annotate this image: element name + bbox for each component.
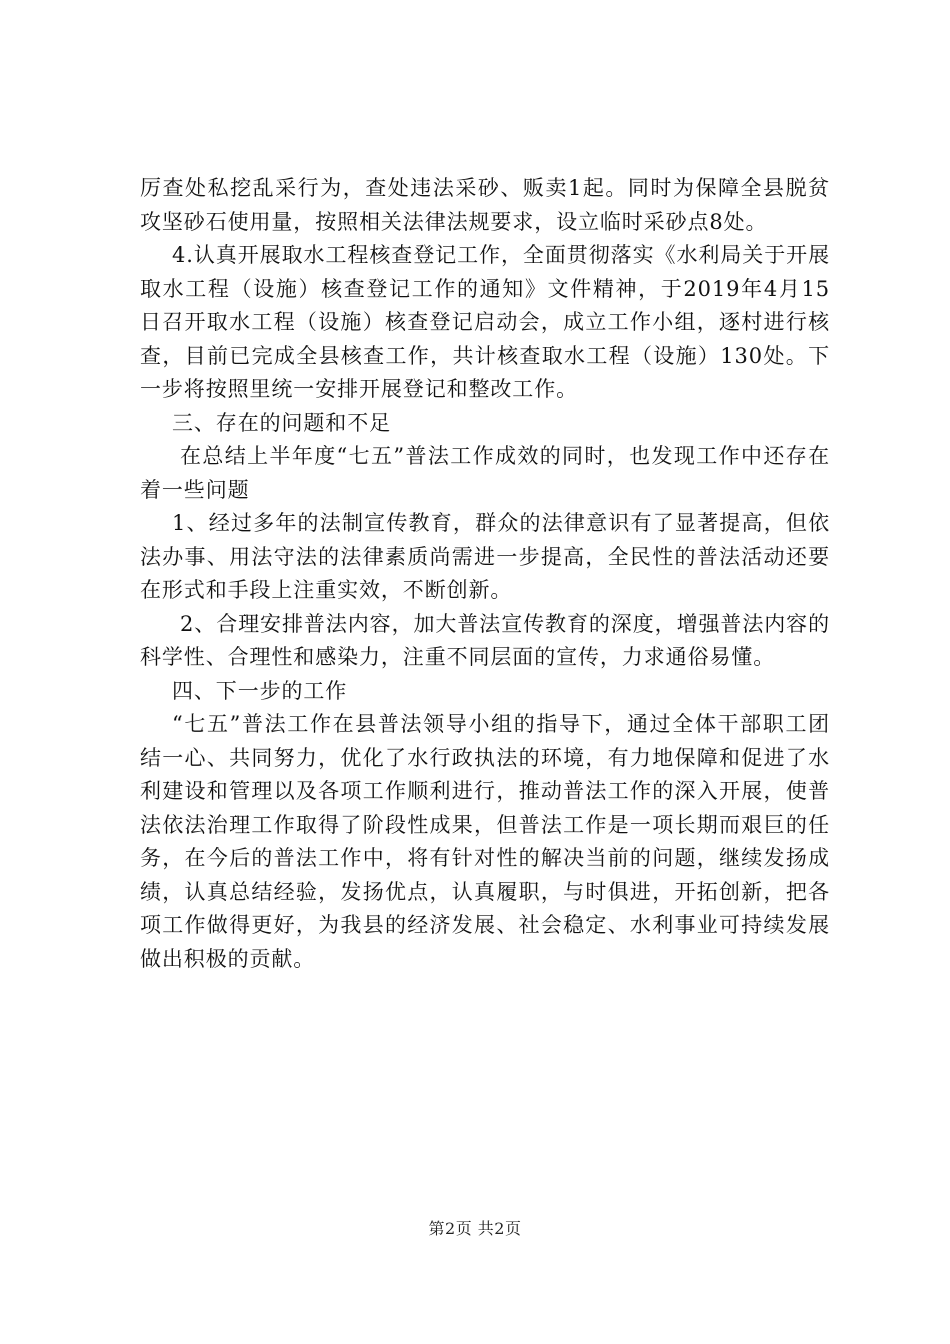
section-heading-next-steps: 四、下一步的工作 — [172, 678, 348, 703]
document-body — [140, 172, 830, 976]
section-heading-issues: 三、存在的问题和不足 — [172, 410, 391, 435]
page-footer: 第2页 共2页 — [428, 1219, 522, 1238]
paragraph-next-steps: “七五”普法工作在县普法领导小组的指导下，通过全体干部职工团结一心、共同努力，优化了水行政执法的环境，有力地保障和促进了水利建设和管理以及各项工作顺利进行，推动普法工作的深入开展，使普法依法治理工作取得了阶段性成果，但普法工作是一项长期而艰巨的任务，在今后的普法工作中，将有针对性的解决当前的问题，继续发扬成绩，认真总结经验，发扬优点，认真履职，与时俱进，开拓创新，把各项工作做得更好，为我县的经济发展、社会稳定、水利事业可持续发展做出积极的贡献。 — [140, 712, 830, 971]
paragraph-issue-1: 1、经过多年的法制宣传教育，群众的法律意识有了显著提高，但依法办事、用法守法的法律素质尚需进一步提高，全民性的普法活动还要在形式和手段上注重实效，不断创新。 — [140, 511, 830, 602]
paragraph-issue-2: 2、合理安排普法内容，加大普法宣传教育的深度，增强普法内容的科学性、合理性和感染力，注重不同层面的宣传，力求通俗易懂。 — [140, 611, 830, 669]
paragraph-issues-intro: 在总结上半年度“七五”普法工作成效的同时，也发现工作中还存在着一些问题 — [140, 444, 830, 502]
paragraph-item-4: 4.认真开展取水工程核查登记工作，全面贯彻落实《水利局关于开展取水工程（设施）核查登记工作的通知》文件精神，于2019年4月15日召开取水工程（设施）核查登记启动会，成立工作小组，逐村进行核查，目前已完成全县核查工作，共计核查取水工程（设施）130处。下一步将按照里统一安排开展登记和整改工作。 — [140, 243, 830, 401]
paragraph-continued: 厉查处私挖乱采行为，查处违法采砂、贩卖1起。同时为保障全县脱贫攻坚砂石使用量，按照相关法律法规要求，设立临时采砂点8处。 — [140, 176, 830, 234]
